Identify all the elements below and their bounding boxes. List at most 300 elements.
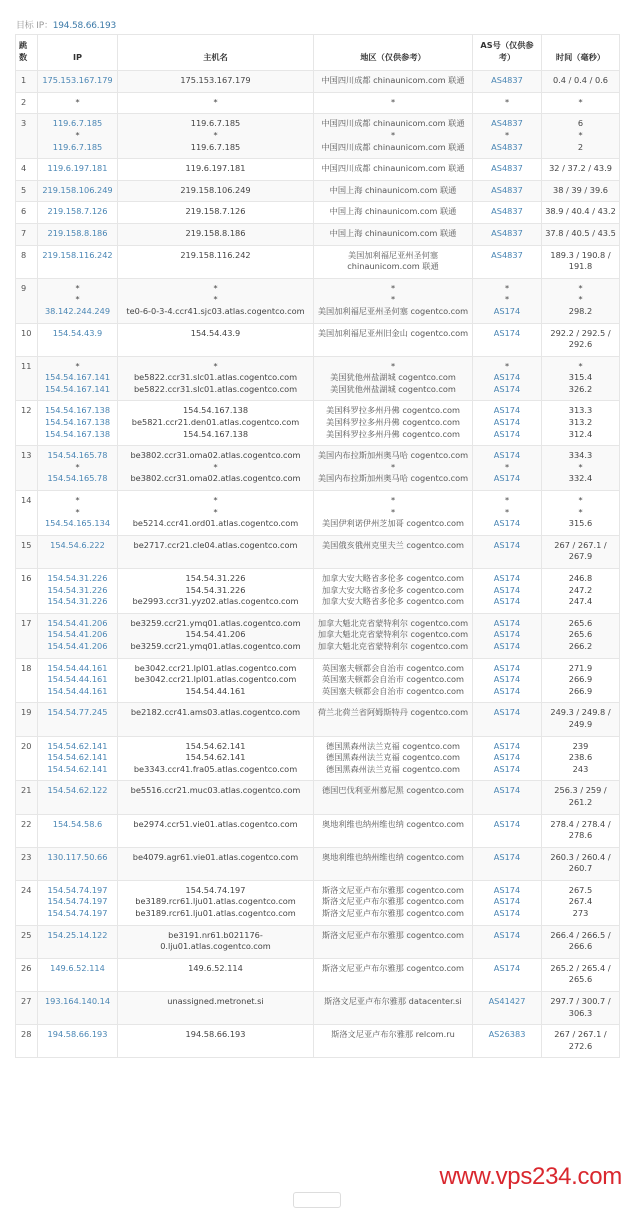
timeout-marker: * [213, 506, 218, 517]
ip-cell [38, 703, 118, 736]
ip-link[interactable]: 154.54.62.141 [47, 740, 108, 751]
timeout-marker: * [213, 96, 218, 107]
as-link[interactable]: AS174 [493, 763, 521, 774]
as-cell [473, 401, 542, 446]
header-time: 时间（毫秒） [542, 35, 620, 71]
as-cell [473, 323, 542, 356]
hostname-text: 154.54.43.9 [190, 327, 241, 338]
region-text: 奥地利维也纳州维也纳 cogentco.com [321, 851, 465, 862]
as-cell [473, 1025, 542, 1058]
host-cell [118, 736, 314, 781]
region-text: 中国四川成都 chinaunicom.com 联通 [321, 118, 465, 129]
table-row [16, 223, 620, 245]
ip-link[interactable]: 154.54.41.206 [47, 617, 108, 628]
time-text: 239 [572, 740, 589, 751]
ip-link[interactable]: 154.54.165.78 [47, 473, 108, 484]
time-text: 266.4 / 266.5 / 266.6 [550, 929, 611, 952]
as-link[interactable]: AS174 [493, 851, 521, 862]
timeout-marker: * [75, 282, 80, 293]
host-cell [118, 446, 314, 491]
hostname-text: be2974.ccr51.vie01.atlas.cogentco.com [133, 818, 298, 829]
table-row [16, 992, 620, 1025]
region-text: 加拿大魁北克省蒙特利尔 cogentco.com [317, 640, 469, 651]
as-cell [473, 180, 542, 202]
timeout-marker: * [578, 461, 583, 472]
as-link[interactable]: AS4837 [491, 184, 523, 195]
host-cell [118, 323, 314, 356]
ip-cell [38, 71, 118, 93]
timeout-marker: * [578, 294, 583, 305]
as-cell [473, 847, 542, 880]
hostname-text: be4079.agr61.vie01.atlas.cogentco.com [132, 851, 299, 862]
time-text: 238.6 [568, 752, 593, 763]
timeout-marker: * [390, 129, 396, 140]
as-link[interactable]: AS174 [493, 327, 521, 338]
region-text: 斯洛文尼亚卢布尔雅那 cogentco.com [321, 884, 465, 895]
as-link[interactable]: AS26383 [488, 1029, 526, 1040]
timeout-marker: * [213, 294, 218, 305]
time-cell [542, 535, 620, 568]
host-cell [118, 401, 314, 446]
region-text: 美国科罗拉多州丹佛 cogentco.com [326, 405, 460, 416]
hostname-text: 119.6.7.185 [190, 141, 241, 152]
timeout-marker: * [504, 294, 510, 305]
time-text: 249.3 / 249.8 / 249.9 [550, 707, 611, 729]
as-cell [473, 114, 542, 159]
as-link[interactable]: AS174 [493, 740, 521, 751]
table-row [16, 401, 620, 446]
hop-cell: 28 [16, 1025, 38, 1058]
as-link[interactable]: AS174 [493, 518, 521, 529]
region-text: 加拿大安大略省多伦多 cogentco.com [321, 596, 465, 607]
ip-link[interactable]: 175.153.167.179 [42, 75, 113, 86]
ip-link[interactable]: 154.54.41.206 [47, 629, 108, 640]
time-cell [542, 491, 620, 536]
time-text: 326.2 [568, 383, 593, 394]
as-link[interactable]: AS174 [493, 785, 521, 796]
header-region: 地区（仅供参考） [314, 35, 473, 71]
ip-link[interactable]: 154.54.31.226 [47, 584, 108, 595]
hostname-text: 154.54.31.226 [185, 573, 246, 583]
as-link[interactable]: AS174 [493, 473, 521, 484]
ip-cell [38, 847, 118, 880]
as-cell [473, 202, 542, 224]
region-cell [314, 992, 473, 1025]
as-link[interactable]: AS4837 [491, 249, 523, 260]
hop-cell: 22 [16, 814, 38, 847]
as-cell [473, 159, 542, 181]
time-text: 267 / 267.1 / 267.9 [554, 539, 607, 562]
hop-cell: 17 [16, 613, 38, 658]
host-cell [118, 781, 314, 814]
ip-cell [38, 880, 118, 925]
as-link[interactable]: AS174 [493, 584, 521, 595]
hostname-text: be3189.rcr61.lju01.atlas.cogentco.com [135, 896, 296, 907]
ip-link[interactable]: 219.158.7.126 [47, 206, 108, 217]
as-cell [473, 569, 542, 614]
table-row [16, 446, 620, 491]
ip-link[interactable]: 154.54.165.134 [44, 518, 111, 529]
region-cell [314, 736, 473, 781]
table-row [16, 925, 620, 958]
ip-link[interactable]: 154.54.44.161 [47, 662, 108, 673]
time-text: 37.8 / 40.5 / 43.5 [545, 227, 616, 238]
as-cell [473, 814, 542, 847]
hostname-text: be3042.ccr21.lpl01.atlas.cogentco.com [134, 662, 297, 673]
hostname-text: 149.6.52.114 [188, 962, 243, 973]
region-cell [314, 814, 473, 847]
time-cell [542, 180, 620, 202]
ip-cell [38, 356, 118, 401]
timeout-marker: * [578, 360, 583, 371]
region-text: 加拿大安大略省多伦多 cogentco.com [321, 573, 465, 583]
hostname-text: 154.54.44.161 [185, 685, 246, 696]
as-link[interactable]: AS174 [493, 752, 521, 763]
region-text: 美国加利福尼亚州旧金山 cogentco.com [317, 327, 469, 338]
hop-cell: 5 [16, 180, 38, 202]
timeout-marker: * [213, 282, 218, 293]
table-row [16, 814, 620, 847]
target-ip-value[interactable]: 194.58.66.193 [52, 21, 116, 31]
host-cell [118, 1025, 314, 1058]
header-hop: 跳数 [16, 35, 38, 71]
time-text: 266.9 [568, 685, 593, 696]
ip-link[interactable]: 119.6.7.185 [52, 118, 103, 129]
hostname-text: be2182.ccr41.ams03.atlas.cogentco.com [130, 707, 301, 718]
ip-link[interactable]: 38.142.244.249 [44, 305, 111, 316]
ip-link[interactable]: 219.158.116.242 [42, 249, 113, 260]
timeout-marker: * [213, 129, 218, 140]
region-cell [314, 658, 473, 703]
timeout-marker: * [213, 360, 218, 371]
as-link[interactable]: AS174 [493, 685, 521, 696]
as-link[interactable]: AS174 [493, 405, 521, 416]
timeout-marker: * [213, 495, 218, 506]
as-link[interactable]: AS41427 [488, 996, 526, 1007]
hop-cell: 11 [16, 356, 38, 401]
ip-cell [38, 781, 118, 814]
time-cell [542, 814, 620, 847]
host-cell [118, 814, 314, 847]
table-row [16, 781, 620, 814]
ip-cell [38, 401, 118, 446]
hop-cell: 21 [16, 781, 38, 814]
time-text: 265.2 / 265.4 / 265.6 [550, 962, 611, 985]
ip-cell [38, 202, 118, 224]
as-link[interactable]: AS174 [493, 617, 521, 628]
time-cell [542, 658, 620, 703]
ip-cell [38, 491, 118, 536]
time-text: 38.9 / 40.4 / 43.2 [545, 206, 616, 217]
host-cell [118, 925, 314, 958]
table-row [16, 535, 620, 568]
ip-link[interactable]: 154.54.31.226 [47, 573, 108, 583]
region-cell [314, 180, 473, 202]
target-ip-label: 目标 IP： [16, 21, 53, 31]
host-cell [118, 958, 314, 991]
timeout-marker: * [390, 461, 396, 472]
hop-cell: 1 [16, 71, 38, 93]
timeout-marker: * [390, 495, 396, 506]
time-cell [542, 245, 620, 278]
time-cell [542, 323, 620, 356]
ip-link[interactable]: 154.54.167.141 [44, 372, 111, 383]
host-cell [118, 880, 314, 925]
ip-link[interactable]: 154.54.74.197 [47, 896, 108, 907]
table-row [16, 180, 620, 202]
ip-cell [38, 446, 118, 491]
as-cell [473, 613, 542, 658]
host-cell [118, 180, 314, 202]
ip-link[interactable]: 119.6.7.185 [52, 141, 103, 152]
as-link[interactable]: AS4837 [491, 163, 523, 174]
host-cell [118, 71, 314, 93]
timeout-marker: * [75, 506, 80, 517]
as-link[interactable]: AS174 [493, 662, 521, 673]
ip-link[interactable]: 154.54.6.222 [50, 539, 105, 550]
as-link[interactable]: AS4837 [491, 118, 523, 129]
ip-link[interactable]: 194.58.66.193 [47, 1029, 108, 1040]
timeout-marker: * [390, 294, 396, 305]
time-text: 297.7 / 300.7 / 306.3 [550, 996, 611, 1018]
hostname-text: be5821.ccr21.den01.atlas.cogentco.com [131, 417, 300, 428]
pagination-button[interactable] [293, 1192, 341, 1208]
time-cell [542, 880, 620, 925]
ip-link[interactable]: 219.158.8.186 [47, 227, 108, 238]
ip-link[interactable]: 154.54.31.226 [47, 596, 108, 607]
ip-link[interactable]: 154.54.44.161 [47, 674, 108, 685]
time-cell [542, 1025, 620, 1058]
host-cell [118, 703, 314, 736]
region-cell [314, 535, 473, 568]
region-cell [314, 958, 473, 991]
time-text: 312.4 [568, 428, 593, 439]
hostname-text: 219.158.7.126 [185, 206, 246, 217]
region-cell [314, 159, 473, 181]
hostname-text: 154.54.62.141 [185, 752, 246, 763]
host-cell [118, 159, 314, 181]
timeout-marker: * [390, 360, 396, 371]
as-link[interactable]: AS174 [493, 573, 521, 583]
ip-cell [38, 535, 118, 568]
table-row [16, 245, 620, 278]
ip-link[interactable]: 154.25.14.122 [47, 929, 108, 940]
time-cell [542, 446, 620, 491]
region-cell [314, 847, 473, 880]
time-text: 260.3 / 260.4 / 260.7 [550, 851, 611, 874]
ip-cell [38, 278, 118, 323]
host-cell [118, 278, 314, 323]
ip-cell [38, 958, 118, 991]
as-link[interactable]: AS174 [493, 818, 521, 829]
hostname-text: 154.54.41.206 [185, 629, 246, 640]
time-cell [542, 736, 620, 781]
region-text: 美国伊利诺伊州芝加哥 cogentco.com [321, 518, 465, 529]
ip-link[interactable]: 219.158.106.249 [42, 184, 113, 195]
host-cell [118, 245, 314, 278]
timeout-marker: * [504, 129, 510, 140]
region-cell [314, 703, 473, 736]
as-link[interactable]: AS174 [493, 962, 521, 973]
as-cell [473, 703, 542, 736]
region-text: 加拿大安大略省多伦多 cogentco.com [321, 584, 465, 595]
host-cell [118, 223, 314, 245]
region-text: 斯洛文尼亚卢布尔雅那 relcom.ru [331, 1029, 455, 1040]
region-text: 美国犹他州盐湖城 cogentco.com [330, 383, 456, 394]
time-text: 278.4 / 278.4 / 278.6 [550, 818, 611, 841]
ip-link[interactable]: 119.6.197.181 [47, 163, 108, 174]
as-link[interactable]: AS4837 [491, 75, 523, 86]
region-cell [314, 114, 473, 159]
region-text: 英国塞夫顿都会自治市 cogentco.com [321, 674, 465, 685]
ip-link[interactable]: 154.54.62.141 [47, 763, 108, 774]
as-cell [473, 880, 542, 925]
as-link[interactable]: AS174 [493, 450, 521, 461]
ip-link[interactable]: 130.117.50.66 [47, 851, 108, 862]
region-text: 加拿大魁北克省蒙特利尔 cogentco.com [317, 617, 469, 628]
timeout-marker: * [75, 96, 80, 107]
as-cell [473, 535, 542, 568]
hostname-text: 219.158.116.242 [180, 249, 251, 260]
region-text: 德国巴伐利亚州慕尼黑 cogentco.com [321, 785, 465, 796]
region-cell [314, 1025, 473, 1058]
table-row [16, 278, 620, 323]
ip-link[interactable]: 154.54.62.141 [47, 752, 108, 763]
as-link[interactable]: AS174 [493, 884, 521, 895]
as-link[interactable]: AS174 [493, 417, 521, 428]
region-text: 加拿大魁北克省蒙特利尔 cogentco.com [317, 629, 469, 640]
region-text: 斯洛文尼亚卢布尔雅那 cogentco.com [321, 962, 465, 973]
region-text: 中国上海 chinaunicom.com 联通 [329, 184, 457, 195]
as-cell [473, 71, 542, 93]
as-cell [473, 658, 542, 703]
ip-link[interactable]: 154.54.74.197 [47, 908, 108, 919]
ip-link[interactable]: 154.54.77.245 [47, 707, 108, 718]
as-cell [473, 491, 542, 536]
host-cell [118, 491, 314, 536]
hostname-text: be5516.ccr21.muc03.atlas.cogentco.com [130, 785, 301, 796]
host-cell [118, 535, 314, 568]
hostname-text: unassigned.metronet.si [167, 996, 264, 1007]
region-cell [314, 92, 473, 114]
hostname-text: 154.54.167.138 [182, 428, 249, 439]
as-link[interactable]: AS174 [493, 896, 521, 907]
hop-cell: 27 [16, 992, 38, 1025]
ip-link[interactable]: 154.54.167.138 [44, 405, 111, 416]
region-text: 德国黑森州法兰克福 cogentco.com [326, 763, 460, 774]
region-text: 中国上海 chinaunicom.com 联通 [329, 206, 457, 217]
hop-cell: 3 [16, 114, 38, 159]
hostname-text: 154.54.62.141 [185, 740, 246, 751]
as-link[interactable]: AS174 [493, 908, 521, 919]
time-cell [542, 703, 620, 736]
ip-link[interactable]: 154.54.74.197 [47, 884, 108, 895]
time-text: 265.6 [568, 617, 593, 628]
ip-link[interactable]: 154.54.165.78 [47, 450, 108, 461]
hop-cell: 6 [16, 202, 38, 224]
ip-cell [38, 180, 118, 202]
ip-cell [38, 613, 118, 658]
as-link[interactable]: AS4837 [491, 206, 523, 217]
table-row [16, 491, 620, 536]
ip-link[interactable]: 193.164.140.14 [44, 996, 111, 1007]
hostname-text: be3343.ccr41.fra05.atlas.cogentco.com [133, 763, 298, 774]
ip-cell [38, 658, 118, 703]
time-cell [542, 847, 620, 880]
ip-link[interactable]: 154.54.43.9 [52, 327, 103, 338]
host-cell [118, 356, 314, 401]
hostname-text: 219.158.8.186 [185, 227, 246, 238]
as-link[interactable]: AS174 [493, 539, 521, 550]
hostname-text: 119.6.197.181 [185, 163, 246, 174]
region-cell [314, 223, 473, 245]
hop-cell: 20 [16, 736, 38, 781]
hop-cell: 16 [16, 569, 38, 614]
time-text: 267.5 [568, 884, 593, 895]
hop-cell: 24 [16, 880, 38, 925]
as-cell [473, 356, 542, 401]
as-link[interactable]: AS174 [493, 707, 521, 718]
as-link[interactable]: AS174 [493, 629, 521, 640]
as-link[interactable]: AS174 [493, 305, 521, 316]
as-link[interactable]: AS174 [493, 428, 521, 439]
hostname-text: be2717.ccr21.cle04.atlas.cogentco.com [133, 539, 298, 550]
table-row [16, 323, 620, 356]
ip-link[interactable]: 154.54.167.138 [44, 417, 111, 428]
ip-link[interactable]: 154.54.167.141 [44, 383, 111, 394]
hostname-text: be5822.ccr31.slc01.atlas.cogentco.com [133, 372, 298, 383]
as-link[interactable]: AS174 [493, 640, 521, 651]
ip-link[interactable]: 154.54.41.206 [47, 640, 108, 651]
region-cell [314, 71, 473, 93]
ip-cell [38, 223, 118, 245]
as-link[interactable]: AS4837 [491, 141, 523, 152]
ip-cell [38, 992, 118, 1025]
as-link[interactable]: AS174 [493, 674, 521, 685]
ip-link[interactable]: 154.54.44.161 [47, 685, 108, 696]
hop-cell: 25 [16, 925, 38, 958]
hostname-text: be5214.ccr41.ord01.atlas.cogentco.com [132, 518, 299, 529]
as-link[interactable]: AS4837 [491, 227, 523, 238]
ip-cell [38, 159, 118, 181]
hop-cell: 4 [16, 159, 38, 181]
time-cell [542, 202, 620, 224]
time-text: 315.4 [568, 372, 593, 383]
region-cell [314, 323, 473, 356]
timeout-marker: * [504, 282, 510, 293]
region-text: 荷兰北荷兰省阿姆斯特丹 cogentco.com [317, 707, 469, 718]
table-row [16, 71, 620, 93]
ip-link[interactable]: 154.54.167.138 [44, 428, 111, 439]
as-link[interactable]: AS174 [493, 383, 521, 394]
as-link[interactable]: AS174 [493, 372, 521, 383]
time-text: 0.4 / 0.4 / 0.6 [553, 75, 608, 86]
ip-link[interactable]: 149.6.52.114 [50, 962, 105, 973]
timeout-marker: * [578, 495, 583, 506]
timeout-marker: * [75, 360, 80, 371]
timeout-marker: * [578, 96, 583, 107]
ip-link[interactable]: 154.54.58.6 [52, 818, 103, 829]
hostname-text: be3189.rcr61.lju01.atlas.cogentco.com [135, 908, 296, 919]
timeout-marker: * [390, 282, 396, 293]
as-cell [473, 278, 542, 323]
hostname-text: be3191.nr61.b021176-0.lju01.atlas.cogentco.com [160, 929, 271, 952]
ip-link[interactable]: 154.54.62.122 [47, 785, 108, 796]
time-text: 266.9 [568, 674, 593, 685]
as-link[interactable]: AS174 [493, 929, 521, 940]
table-row [16, 736, 620, 781]
as-link[interactable]: AS174 [493, 596, 521, 607]
